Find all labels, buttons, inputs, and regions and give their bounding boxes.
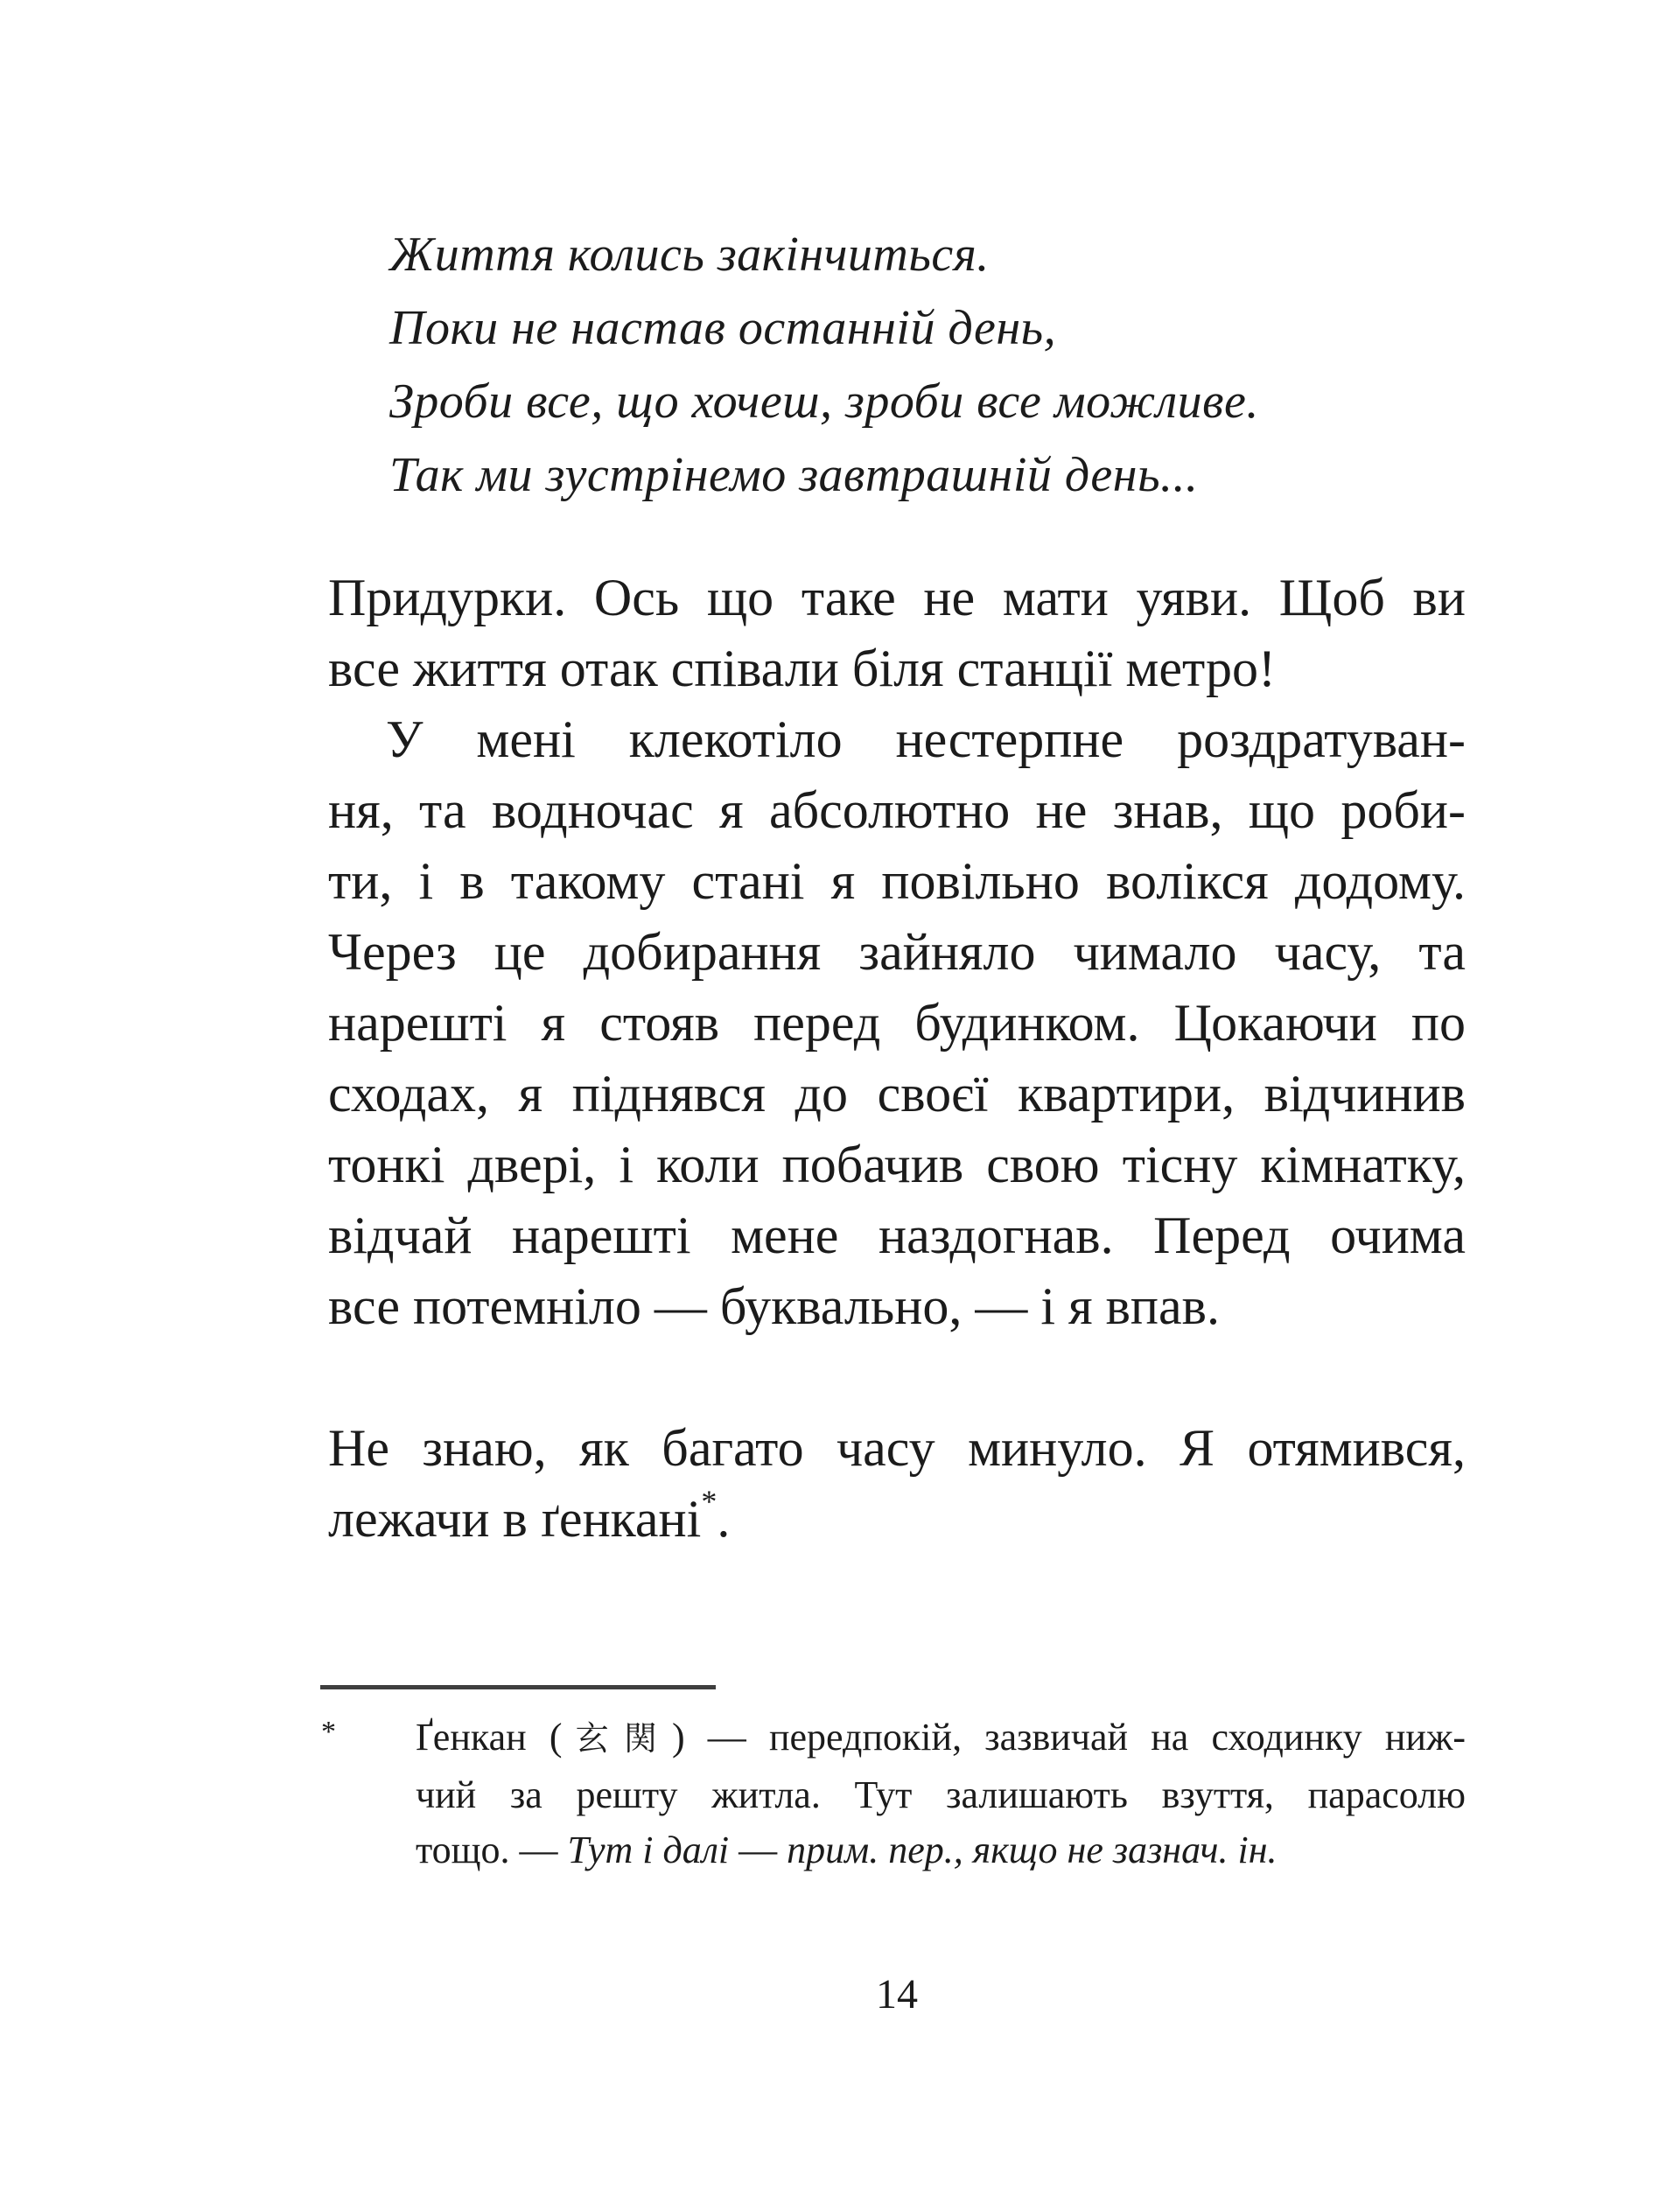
paragraph-line: тонкі двері, і коли побачив свою тісну кімнатку, (328, 1136, 1466, 1193)
paragraph-line: У мені клекотіло нестерпне роздратуван- (386, 710, 1466, 768)
footnote-separator (320, 1685, 716, 1689)
footnote-line (416, 1822, 1466, 1878)
paragraph-line: Не знаю, як багато часу минуло. Я отямився, (328, 1419, 1466, 1477)
body-text (328, 563, 1466, 1555)
paragraph-line: Через це добирання зайняло чимало часу, та (328, 923, 1466, 981)
footnote-reference-marker: * (701, 1484, 718, 1519)
paragraph-line: Придурки. Ось що таке не мати уяви. Щоб ви (328, 569, 1466, 626)
page-number: 14 (876, 1971, 918, 2018)
paragraph-line: ня, та водночас я абсолютно не знав, що роби- (328, 781, 1466, 839)
paragraph-line-text: лежачи в ґенкані (328, 1490, 702, 1548)
footnote-line-text: ) — передпокій, зазвичай на сходинку ниж- (671, 1716, 1466, 1759)
footnote-line-text: тощо. — (416, 1829, 568, 1871)
paragraph-line: все життя отак співали біля станції метро! (328, 640, 1276, 697)
footnote-line: чий за решту житла. Тут залишають взуття, парасолю (416, 1773, 1466, 1816)
poem-line: Так ми зустрінемо завтрашній день... (389, 448, 1199, 502)
footnote-block (321, 1710, 1466, 1878)
poem-line: Зроби все, що хочеш, зроби все можливе. (389, 374, 1259, 429)
paragraph-line: сходах, я піднявся до своєї квартири, відчинив (328, 1065, 1466, 1122)
paragraph-line: ти, і в такому стані я повільно волікся додому. (328, 852, 1466, 910)
paragraph-line (328, 1484, 1466, 1555)
footnote-line-text-italic: Тут і далі (567, 1829, 730, 1871)
kanji-genkan: 玄関 (562, 1721, 672, 1758)
sentence-period: . (717, 1490, 731, 1548)
footnote-line (416, 1710, 1466, 1767)
footnote-marker: * (321, 1716, 336, 1748)
poem-line: Поки не настав останній день, (389, 301, 1057, 355)
paragraph-line: все потемніло — буквально, — і я впав. (328, 1277, 1221, 1335)
poem-epigraph (389, 218, 1439, 512)
footnote-line-text: Ґенкан ( (416, 1716, 563, 1759)
paragraph-line: відчай нарешті мене наздогнав. Перед очима (328, 1206, 1466, 1264)
poem-line: Життя колись закінчиться. (389, 227, 990, 282)
paragraph-break (328, 1342, 1466, 1413)
paragraph-line: нарешті я стояв перед будинком. Цокаючи по (328, 994, 1466, 1052)
footnote-text (416, 1710, 1466, 1878)
footnote-line-text-italic: прим. пер., якщо не зазнач. ін. (787, 1829, 1278, 1871)
footnote-line-text: — (729, 1829, 788, 1871)
